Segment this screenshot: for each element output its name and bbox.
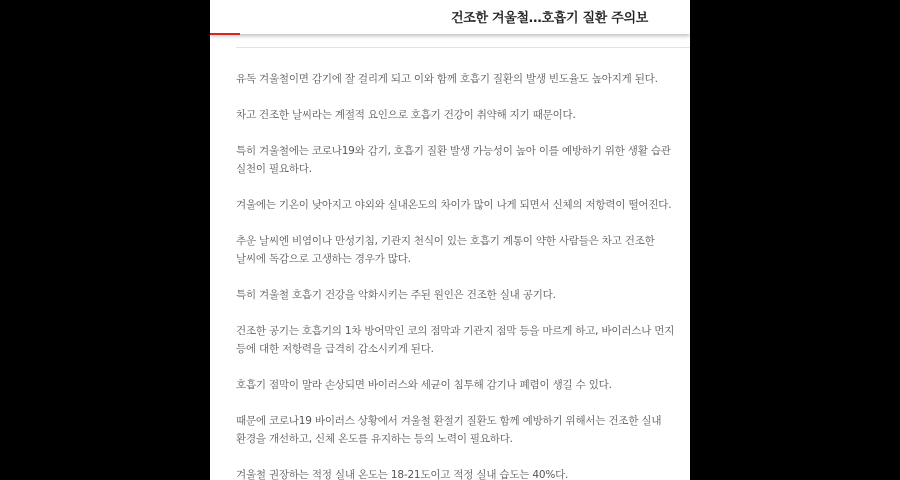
article-paragraph: 특히 겨울철에는 코로나19와 감기, 호흡기 질환 발생 가능성이 높아 이를 예방하기 위한 생활 습관 실천이 필요하다. (236, 145, 671, 175)
article-paragraph: 때문에 코로나19 바이러스 상황에서 겨울철 환절기 질환도 함께 예방하기 위해서는 건조한 실내 환경을 개선하고, 신체 온도를 유지하는 등의 노력이 필요하다. (236, 415, 662, 445)
article-paragraph: 겨울에는 기온이 낮아지고 야외와 실내온도의 차이가 많이 나게 되면서 신체의 저항력이 떨어진다. (236, 199, 672, 211)
article-body (236, 70, 678, 480)
article-paragraph: 추운 날씨엔 비염이나 만성기침, 기관지 천식이 있는 호흡기 계통이 약한 사람들은 차고 건조한 날씨에 독감으로 고생하는 경우가 많다. (236, 235, 655, 265)
article-paragraph: 차고 건조한 날씨라는 계절적 요인으로 호흡기 건강이 취약해 지기 때문이다. (236, 109, 576, 121)
article-header (210, 0, 690, 34)
article-page (210, 0, 690, 480)
article-paragraph: 특히 겨울철 호흡기 건강을 악화시키는 주된 원인은 건조한 실내 공기다. (236, 289, 556, 301)
article-paragraph: 호흡기 점막이 말라 손상되면 바이러스와 세균이 침투해 감기나 폐렴이 생길 수 있다. (236, 379, 612, 391)
divider (236, 47, 690, 48)
article-paragraph: 유독 겨울철이면 감기에 잘 걸리게 되고 이와 함께 호흡기 질환의 발생 빈도율도 높아지게 된다. (236, 73, 658, 85)
article-paragraph: 겨울철 권장하는 적정 실내 온도는 18-21도이고 적정 실내 습도는 40%다. (236, 469, 569, 480)
header-accent-bar (210, 33, 240, 35)
article-title: 건조한 겨울철…호흡기 질환 주의보 (451, 11, 648, 26)
article-paragraph: 건조한 공기는 호흡기의 1차 방어막인 코의 점막과 기관지 점막 등을 마르게 하고, 바이러스나 먼지 등에 대한 저항력을 급격히 감소시키게 된다. (236, 325, 675, 355)
